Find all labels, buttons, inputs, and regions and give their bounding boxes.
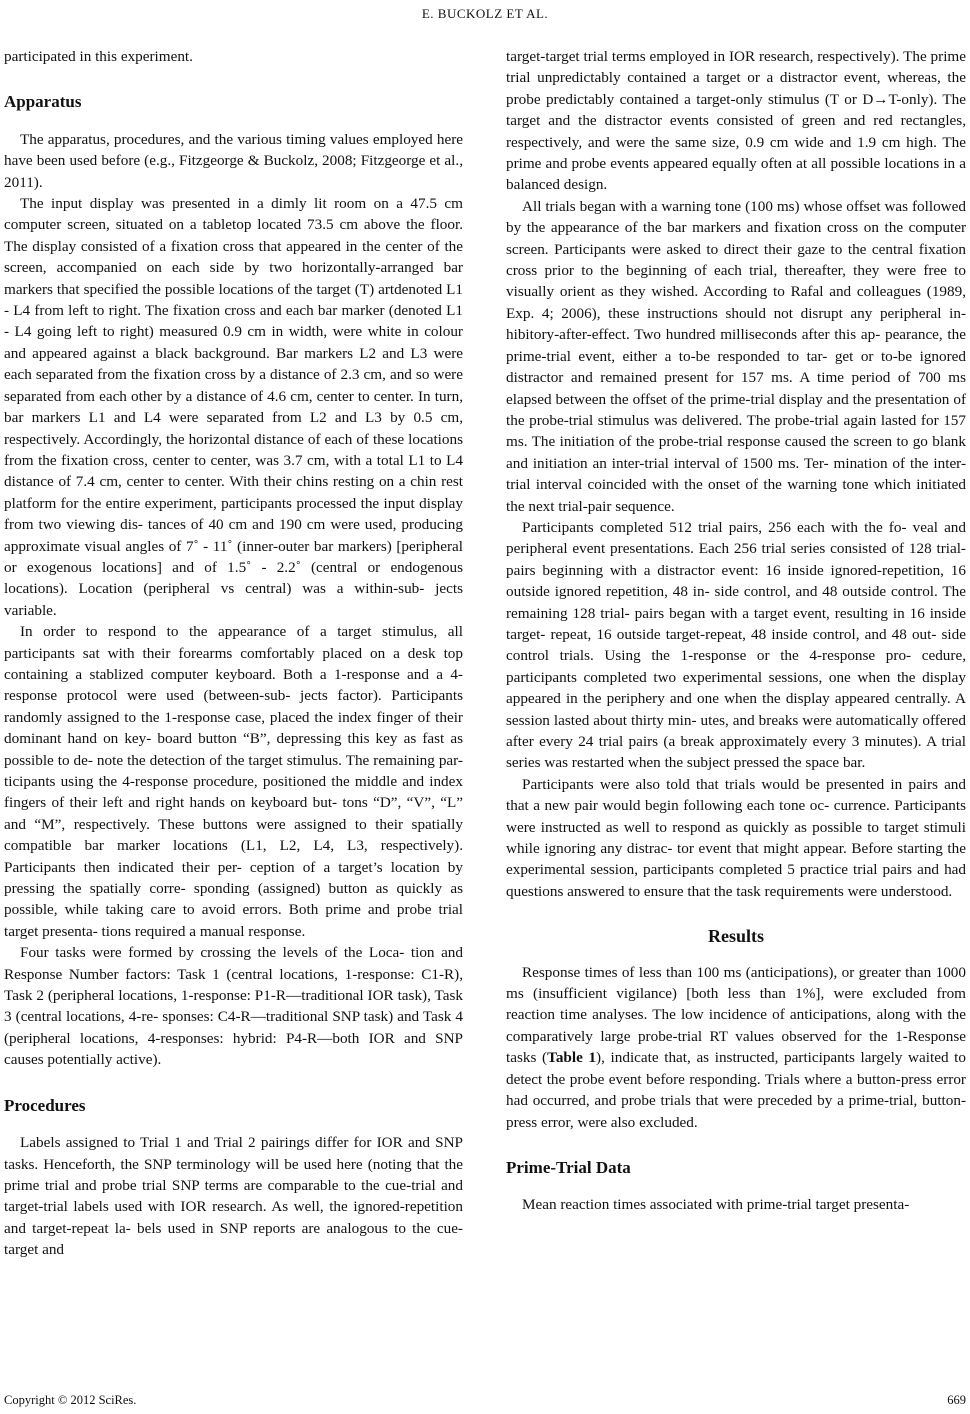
text-span: ), indicate that, as instructed, participants largely waited to detect the probe event before responding. Trials where a button-press error had occurred, and probe trials that were preceded by a prime-trial, button-press error, were also excluded. [506,1049,966,1131]
running-head: E. BUCKOLZ ET AL. [421,6,549,21]
paragraph: Four tasks were formed by crossing the levels of the Loca- tion and Response Number factors: Task 1 (central locations, 1-response: C1-R), Task 2 (peripheral locations, 1-response: P1-R—traditional IOR task), Task 3 (central locations, 4-re- sponses: C4-R—traditional SNP task) and Task 4 (peripheral locations, 4-responses: hybrid: P4-R—both IOR and SNP causes potentially active). [4,944,463,1069]
heading-apparatus: Apparatus [4,92,82,112]
paragraph: Participants completed 512 trial pairs, 256 each with the fo- veal and peripheral event presentations. Each 256 trial series consisted of 128 trial-pairs beginning with a distractor event: 16 inside ignored-repetition, 16 outside ignored repetition, 48 in- side control, and 48 outside control. The remaining 128 trial- pairs began with a target event, resulting in 16 inside target- repeat, 16 outside target-repeat, 48 inside control, and 48 out- side control trials. Using the 1-response or the 4-response pro- cedure, participants completed two experimental sessions, one when the display appeared in the periphery and one when the display appeared centrally. A session lasted about thirty min- utes, and breaks were automatically offered after every 24 trial pairs (a break approximately every 3 minutes). A trial series was restarted when the subject pressed the space bar. [506,518,966,772]
text-span: Response times of less than 100 ms (anticipations), or greater than 1000 ms (insufficient vigilance) [both less than 1%], were excluded from reaction time analyses. The low incidence of anticipations, along with the comparatively large probe-trial RT values observed for the 1-Response tasks ( [506,963,966,1067]
paragraph: The apparatus, procedures, and the various timing values employed here have been used before (e.g., Fitzgeorge & Buckolz, 2008; Fitzgeorge et al., 2011). [4,130,463,191]
paragraph: Mean reaction times associated with prime-trial target presenta- [522,1196,910,1214]
right-column [506,46,966,1216]
page-footer [4,1393,966,1408]
paragraph: In order to respond to the appearance of a target stimulus, all participants sat with their forearms comfortably placed on a desk top containing a stablized computer keyboard. Both a 1-response and a 4-response protocol were used (between-sub- jects factor). Participants randomly assigned to the 1-response case, placed the index finger of their dominant hand on key- board button “B”, depressing this key as fast as possible to de- note the detection of the target stimulus. The remaining par- ticipants using the 4-response procedure, positioned the middle and index fingers of their left and right hands on keyboard but- tons “D”, “V”, “L” and “M”, respectively. These buttons were assigned to their spatially compatible bar marker locations (L1, L2, L4, L3, respectively). Participants then indicated their per- ception of a target’s location by pressing the spatially corre- sponding (assigned) button as quickly as possible, while taking care to avoid errors. Both prime and probe trial target presenta- tions required a manual response. [4,623,463,940]
paragraph: The input display was presented in a dimly lit room on a 47.5 cm computer screen, situated on a tabletop located 73.5 cm above the floor. The display consisted of a fixation cross that appeared in the center of the screen, accompanied on each side by two horizontally-arranged bar markers that specified the possible locations of the target (T) artdenoted L1 - L4 from left to right. The fixation cross and each bar marker (denoted L1 - L4 going left to right) measured 0.9 cm in width, were white in colour and appeared against a black background. Bar markers L2 and L3 were each separated from the fixation cross by a distance of 2.3 cm, and so were separated from each other by a distance of 4.6 cm, center to center. In turn, bar markers L1 and L4 were separated from L2 and L3 by 0.5 cm, respectively. Accordingly, the horizontal distance of each of these locations from the fixation cross, center to center, was 3.7 cm, with a total L1 to L4 distance of 7.4 cm, center to center. With their chins resting on a chin rest platform for the entire experiment, participants processed the input display from two viewing dis- tances of 40 cm and 190 cm were used, producing approximate visual angles of 7˚ - 11˚ (inner-outer bar markers) [peripheral or exogenous locations] and of 1.5˚ - 2.2˚ (central or endogenous locations). Location (peripheral vs central) was a within-sub- jects variable. [4,195,463,619]
copyright-notice: Copyright © 2012 SciRes. [4,1393,137,1407]
intro-fragment: participated in this experiment. [4,48,193,65]
paragraph: target-target trial terms employed in IOR research, respectively). The prime trial unpredictably contained a target or a distractor event, whereas, the probe predictably contained a target-only stimulus (T or D→T-only). The target and the distractor events consisted of green and red rectangles, respectively, and were the same size, 0.9 cm wide and 1.9 cm high. The prime and probe events appeared equally often at all possible locations in a balanced design. [506,48,966,194]
page-number: 669 [947,1393,966,1407]
left-column [4,46,463,1261]
paragraph: Labels assigned to Trial 1 and Trial 2 pairings differ for IOR and SNP tasks. Henceforth, the SNP terminology will be used here (noting that the prime trial and probe trial SNP terms are comparable to the cue-trial and target-trial labels used with IOR research. As well, the ignored-repetition and target-repeat la- bels used in SNP reports are analogous to the cue-target and [4,1134,463,1259]
table-reference: Table 1 [547,1049,597,1067]
heading-results: Results [707,926,764,947]
heading-prime-trial-data: Prime-Trial Data [506,1157,631,1177]
heading-procedures: Procedures [4,1095,86,1115]
paragraph: All trials began with a warning tone (100 ms) whose offset was followed by the appearance of the bar markers and fixation cross on the computer screen. Participants were asked to direct their gaze to the central fixation cross prior to the beginning of each trial, thereafter, they were free to visually orient as they wished. According to Rafal and colleagues (1989, Exp. 4; 2006), these instructions should not disrupt any peripheral in- hibitory-after-effect. Two hundred milliseconds after this ap- pearance, the prime-trial event, either a to-be responded to tar- get or to-be ignored distractor and remained present for 157 ms. A time period of 700 ms elapsed between the offset of the prime-trial display and the presentation of the probe-trial stimulus was delivered. The probe-trial again lasted for 157 ms. The initiation of the probe-trial response caused the screen to go blank and initiation an inter-trial interval of 1500 ms. Ter- mination of the inter-trial interval coincided with the onset of the warning tone which initiated the next trial-pair sequence. [506,197,966,515]
paragraph [506,962,966,1133]
paragraph: Participants were also told that trials would be presented in pairs and that a new pair would begin following each tone oc- currence. Participants were instructed as well to respond as quickly as possible to target stimuli while ignoring any distrac- tor event that might appear. Before starting the experimental session, participants completed 5 practice trial pairs and had questions answered to ensure that the task requirements were understood. [506,775,966,900]
